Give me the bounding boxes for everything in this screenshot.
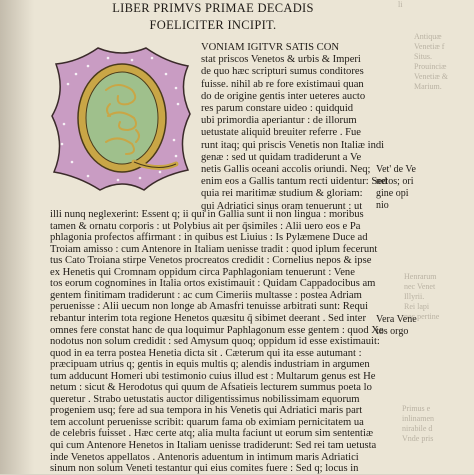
text-line: tamen & ornatu corporis : ut Polybius ait per q̄similes : Alii uero eos e Pa (50, 220, 361, 232)
text-line: quod in ea terra postea Henetia dicta sit . Cæterum qui ita esse autumant : (50, 347, 362, 359)
text-line: omnes fere constat hanc de qua loquimur Paphlagonum esse gentem : quod Xe (50, 324, 384, 336)
text-line: tum adducunt Homeri ubi testimonio cuius illud est : Multarum genus est He (50, 370, 376, 382)
text-line: enim eos a Gallis tantum recti uidentur: Sed (201, 176, 388, 188)
text-line: qui cum Antenore Henetos in Italiam uenisse tradiderunt: Sed rei tam uetusta (50, 440, 377, 451)
text-line: queretur . Strabo uetustatis auctor diligentissimus nobilissimam equorum (50, 393, 360, 405)
text-line: ubi primordia aperiantur : de illorum (201, 115, 357, 127)
text-line: sinum non solum Veneti testantur qui eius comites fuere : Sed q; locus in (50, 463, 359, 475)
book-heading-line-2: FOELICITER INCIPIT. (149, 18, 277, 32)
show-through-text: li (398, 0, 403, 9)
text-line: Troiam amisso : cum Antenore in Italiam uenisse tradit : quod iplum fecerunt (50, 243, 378, 255)
text-line: VONIAM IGITVR SATIS CON (201, 42, 340, 53)
text-line: fuisse. nihil ab re fore existimaui quan (201, 78, 364, 90)
illuminated-initial (48, 44, 196, 192)
text-line: stat priscos Venetos & urbis & Imperi (201, 54, 361, 66)
show-through-text: Primus e inlinamen nirabile d Vnde pris (402, 404, 434, 443)
text-line: res parum constare uideo : quidquid (201, 103, 354, 114)
text-line: do de origine gentis inter ueteres aucto (201, 90, 366, 102)
text-line: quia rei maritimæ studium & gloriam: (201, 188, 363, 200)
text-line: de celebris fuisset . Hæc certe atq; alia multa faciunt ut eorum sim sententiæ (50, 428, 374, 440)
text-line: netum : sicut & Herodotus qui quum de Afsatieis lecturem summus poeta lo (50, 382, 372, 394)
text-line: progeniem usq; fere ad sua tempora in his Venetis qui Adriatici maris part (50, 405, 363, 417)
text-line: tos eorum cognomines in Italia ortos existimauit : Quidam Cappadocibus am (50, 278, 376, 290)
text-line: de quo hæc scripturi sumus conditores (201, 66, 364, 78)
gutter-shadow (0, 0, 34, 474)
book-heading-line-1: LIBER PRIMVS PRIMAE DECADIS (112, 1, 314, 15)
margin-note: Vera Vene tos orgo (376, 314, 417, 337)
text-line: tus Cato Troiana stirpe Venetos procreatos credidit : Cornelius nepos & ipse (50, 255, 372, 267)
text-line: runt itaq; qui priscis Venetis non Italiæ indi (201, 139, 385, 151)
text-line: uetustate aliquid breuiter referre . Fue (201, 127, 362, 139)
margin-note: Vet' de Ve netos; ori gine opi nio (376, 164, 416, 211)
text-line: gentem finitimam tradiderunt : ac cum Cimeriis multasse : postea Adriam (50, 289, 362, 301)
text-line: nodotus non solum credidit : sed Amysum quoq; oppidum id esse existimauit: (50, 336, 380, 348)
show-through-text: Antiquæ Venetiæ f Situs. Prouinciæ Venetiæ & Marium. (414, 32, 448, 91)
text-line: peruenisse : Alii uecum non longe ab Amasfri tenuisse arbitrati sunt: Requi (50, 301, 369, 313)
show-through-text: Henrarum nec Venet Illyrii. Rei lapi nec pertine (404, 272, 440, 321)
text-line: præcipuam utrius q; gentis in equis multis q; alendis industriam in argumen (50, 359, 370, 371)
text-line: tem accolunt peruenisse scribit: quarum fama ob eximiam pernicitatem ua (50, 416, 364, 428)
text-line: illi nunq neglexerint: Essent q; ii qui in Gallia sunt ii non lingua : moribus (50, 209, 364, 220)
text-line: ex Henetis qui Cromnam oppidum circa Paphlagoniam tenuerunt : Vene (50, 266, 355, 278)
text-line: qui Adriatici sinus oram tenuerunt : ut (201, 200, 363, 212)
text-line: phlagonia profectos affirmant : in quibus est Liuius : Is Pylæmene Duce ad (50, 232, 368, 244)
text-line: genæ : sed ut quidam tradiderunt a Ve (201, 151, 362, 163)
text-line: rebantur interim tota regione Henetos quæsitu q̄ sibimet deerant . Sed inter (50, 312, 366, 324)
text-line: netis Gallis oceani accolis oriundi. Neq; (201, 164, 371, 175)
text-line: inde Venetos appellatos . Antenoris aduentum in intimum maris Adriatici (50, 451, 359, 463)
